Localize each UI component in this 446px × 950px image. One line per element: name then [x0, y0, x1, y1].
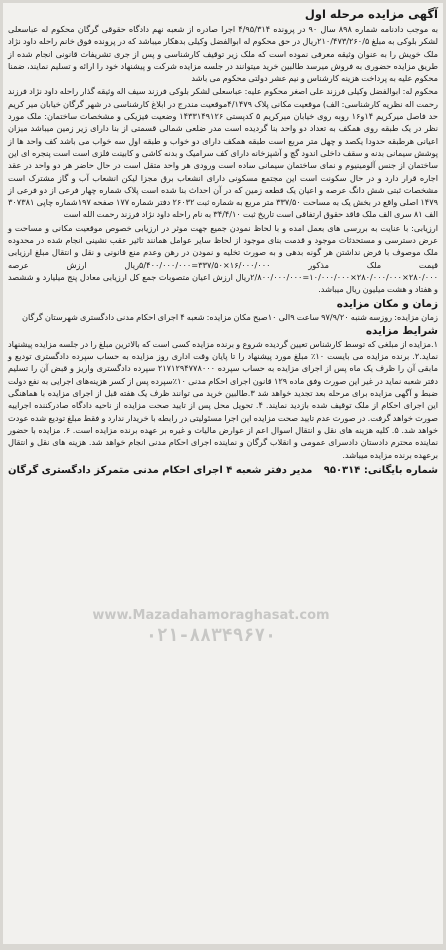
valuation-paragraph: ارزیابی: با عنایت به بررسی های بعمل امده و با لحاظ نمودن جمیع جهت موثر در ارزیابی خصوص موقعیت مکانی و مساحت و عرض دسترسی و مستحدثات موجود و قدمت بنای موجود از لحاظ سایر عوامل همانند تاثیر عقب نشینی انجام شده در محدوده ملک موصوف با فرض نداشتن هر گونه بدهی و به صورت تخلیه و نمودن در رهن وعدم منع قانونی و نقل و انتقال مبلغ ارزیابی قیمت ملک مذکور ۱۶/۰۰۰/۰۰۰×۳۳۷/۵۰=۵/۴۰۰/۰۰۰/۰۰۰ریال ارزش عرصه ۲۸۰/۰۰۰×۲۸۰/۰۰۰/۰۰۰×۱۰/۰۰۰/۰۰۰=۲/۸۰۰/۰۰۰/۰۰۰ریال ارزش اعیان متصوبات جمع کل ارزیابی معادل پنج میلیارد و ششصد و هفتاد و هشت میلیون ریال میباشد.	[8, 222, 438, 295]
watermark-phone: ۰۲۱-۸۸۳۴۹۶۷۰	[145, 625, 277, 646]
intro-paragraph: به موجب دادنامه شماره ۸۹۸ سال ۹۰ در پرونده ۴/۹۵/۳۱۴ اجرا صادره از شعبه نهم دادگاه حقوقی گرگان محکوم له عباسعلی لشکر بلوکی به مبلغ ۲۱۰/۴۷۳/۲۶۰/۵ریال در حق محکوم له ابوالفضل وکیلی بدهکار میباشد که در پرونده فوق خانم راحله داود نژاد ملک خویش را به عنوان وثیقه معرفی نموده است که ملک زیر توقیف کارشناسی و پس از جری تشریفات قانونی انجام شده از طریق مزایده حضوری به فروش میرسد طالبین خرید میتوانند در جلسه مزایده شرکت و پیشنهاد خود را ارائه و تسلیم نمایند، ضمنا محکوم علیه به پرداخت هزینه کارشناس و نیم عشر دولتی محکوم می باشد	[8, 24, 438, 84]
watermark	[21, 606, 401, 646]
archive-number: شماره بایگانی: ۹۵۰۳۱۴	[323, 464, 438, 476]
notice-document	[3, 3, 443, 944]
time-place-paragraph: زمان مزایده: روزسه شنبه ۹۷/۹/۲۰ ساعت ۹الی ۱۰صبح مکان مزایده: شعبه ۴ اجرای احکام مدنی دادگستری شهرستان گرگان	[21, 311, 438, 322]
footer	[8, 464, 438, 478]
time-place-heading: زمان و مکان مزایده	[336, 297, 438, 310]
watermark-site: www.Mazadahamoraghasat.com	[92, 608, 330, 623]
signature-line: مدیر دفتر شعبه ۴ اجرای احکام مدنی متمرکز دادگستری گرگان	[8, 464, 313, 476]
conditions-paragraph: ۱.مزایده از مبلغی که توسط کارشناس تعیین گردیده شروع و برنده مزایده کسی است که بالاترین مبلغ را در جلسه مزایده پیشنهاد نماید.۲. برنده مزایده می بایست ۱۰٪ مبلغ مورد پیشنهاد را تا پایان وقت اداری روز مزایده به حساب سپرده دادگستری تودیع و مابقی آن را ظرف یک ماه پس از اجرای مزایده به حساب سپرده ۲۱۷۱۲۹۴۷۷۸۰۰۰ سپرده دادگستری واریز و قبض آن را تسلیم دفتر شعبه نماید در غیر این صورت وفق ماده ۱۲۹ قانون اجرای احکام مدنی ۱۰٪سپرده پس از کسر هزینه‌های اجرایی به نفع دولت ضبط و آگهی مزایده برای مرحله بعد تجدید خواهد شد ۳.طالبین خرید می توانند ظرف یک هفته قبل از اجرای مزایده با هماهنگی این اجرای احکام از ملک توقیف شده بازدید نمایند. ۴. تحویل محل پس از تایید صحت مزایده از ناحیه دادگاه صادرکننده اجراییه صورت خواهد گرفت. در صورت عدم تایید صحت مزایده این اجرا مسئولیتی در رابطه با خریدار ندارد و فقط مبلغ تودیع شده عودت خواهد شد. ۵. کلیه هزینه های نقل و انتقال اسوال اعم از عوارض مالیات و غیره بر عهده برنده مزایده است. ۶. مزایده با حضور نماینده محترم دادستان دادسرای عمومی و انقلاب گرگان و نماینده اجرای احکام مدنی انجام خواهد شد. هزینه های نقل و انتقال برعهده برنده مزایده میباشد.	[8, 338, 439, 460]
notice-title: آگهی مزایده مرحله اول	[304, 7, 438, 21]
parties-paragraph: محکوم له: ابوالفضل وکیلی فرزند علی اصغر محکوم علیه: عباسعلی لشکر بلوکی فرزند سیف اله وثیقه گذار راحله داود نژاد فرزند رحمت اله نظریه کارشناسی: الف) موقعیت مکانی پلاک ۴/۱۴۷۹موقعیت مندرج در ابلاغ کارشناسی در شهر گرگان خیابان میر کریم حد فاصل میرکریم ۱۴و۱۶ روبه روی خیابان میرکریم ۵ کدپستی ۱۴۳۳۱۴۹۱۲۶ وضعیت فیزیکی و مشخصات ساختمان: ملک مورد نظر در یک طبقه روی همکف به تعداد دو واحد بنا گردیده است مدر ضلعی شمالی قسمتی از بنا دارای زیر زمین میباشد میزان اعیانی هرطبقه حدودا یکصد و چهل متر مربع است طبقه همکف دارای دو خواب و طبقه اول سه خواب می باشد کف واحد ها از پوشش سیمانی بدنه و سقف داخلی اندود گچ و آشپزخانه دارای کف سرامیک و بدنه کاشی و کابینت فلزی است است پنجره ای این ساختمان از جنس آلومینیوم و نمای ساختمان سیمانی ساده است ورودی هر واحد متقل است در حال حاضر هر دو واحد در عقد اجاره قرار دارد و در حال سکونت است این مجتمع مسکونی دارای انشعاب برق مجزا لیکن انشعاب آب و گاز مشترک است مشخصات ثبتی شش دانگ عرصه و اعیان یک قطعه زمین که در آن احداث بنا شده است پلاک شماره چهار فرعی از دو فرعی از ۱۴۷۹ اصلی واقع در بخش یک به مساحت ۳۳۷/۵۰ متر مربع به شماره ثبت ۲۶۰۳۲ دفتر شماره ۱۷۷ صفحه ۱۹۷شماره چاپی ۳۰۷۳۸۱ الف ۸۱ سری الف ملک فاقد حقوق ارتفاقی است تاریخ ثبت ۳۴/۴/۱۰ به نام راحله داود نژاد فرزند رحمت الله است	[8, 86, 438, 220]
conditions-heading: شرایط مزایده	[365, 324, 438, 337]
